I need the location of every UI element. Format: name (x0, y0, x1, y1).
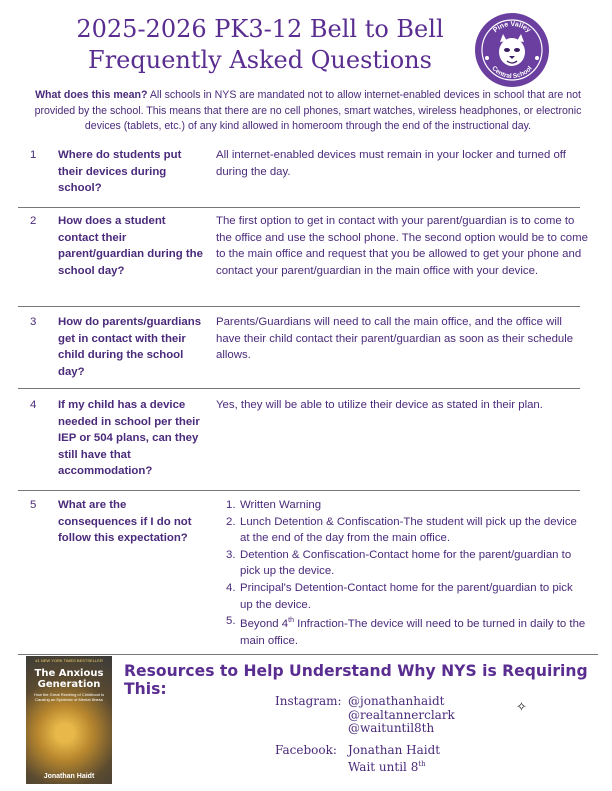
faq-divider (18, 306, 580, 307)
faq-question: How does a student contact their parent/guardian during the school day? (58, 215, 203, 277)
page-title-line2: Frequently Asked Questions (88, 46, 432, 74)
school-logo (474, 12, 550, 88)
consequence-text: Written Warning (240, 499, 322, 511)
consequence-text: Principal's Detention-Contact home for the parent/guardian to pick up the device. (240, 581, 573, 611)
consequence-text: Detention & Confiscation-Contact home for the parent/guardian to pick up the device. (240, 548, 572, 578)
facebook-page[interactable]: Jonathan Haidt (348, 743, 441, 757)
faq-answer: Yes, they will be able to utilize their device as stated in their plan. (216, 399, 543, 411)
resources-heading: Resources to Help Understand Why NYS is Requiring This: (124, 662, 588, 698)
consequence-item (226, 580, 586, 613)
book-banner: #1 NEW YORK TIMES BESTSELLER (35, 658, 103, 663)
instagram-handle[interactable]: @jonathanhaidt (348, 694, 445, 708)
logo-text-top: Pine Valley (492, 20, 532, 35)
consequence-item (226, 613, 586, 649)
instagram-handle[interactable]: @realtannerclark (348, 707, 455, 722)
instagram-handle[interactable]: @waituntil8th (348, 721, 435, 735)
ordinal-suffix: th (418, 759, 426, 768)
consequence-text: Beyond 4 (240, 617, 289, 630)
faq-divider (18, 207, 580, 208)
faq-answer: All internet-enabled devices must remain in your locker and turned off during the day. (216, 149, 566, 178)
book-author: Jonathan Haidt (43, 773, 95, 780)
facebook-page-text: Wait until 8 (348, 759, 419, 774)
book-title: The Anxious Generation (34, 668, 104, 690)
intro-body: All schools in NYS are mandated not to allow internet-enabled devices in school that are not provided by the school. This means that there are no cell phones, smart watches, wireless headphones, or electronic devices (tablets, etc.) of any kind allowed in homeroom through the end of the instructional day. (34, 89, 582, 133)
consequence-number: 1. (226, 499, 236, 511)
consequence-text: Lunch Detention & Confiscation-The student will pick up the device at the end of the day from the main office. (240, 515, 577, 545)
resources-divider (18, 654, 598, 655)
book-cover-image (26, 656, 112, 784)
faq-divider (18, 388, 580, 389)
facebook-page[interactable] (348, 758, 440, 775)
ordinal-suffix: th (288, 617, 294, 625)
consequence-item (226, 547, 586, 580)
intro-lead: What does this mean? (35, 89, 148, 101)
faq-number: 3 (30, 316, 37, 328)
facebook-pages (348, 744, 440, 774)
intro-paragraph (28, 88, 588, 135)
instagram-handles (348, 695, 455, 736)
faq-question: How do parents/guardians get in contact with their child during the school day? (58, 316, 202, 378)
faq-question: If my child has a device needed in school per their IEP or 504 plans, can they still have that accommodation? (58, 399, 200, 478)
consequence-text: Infraction-The device will need to be turned in daily to the main office. (240, 617, 586, 647)
consequence-number: 5. (226, 615, 236, 628)
book-subtitle: How the Great Rewiring of Childhood Is Causing an Epidemic of Mental Illness (33, 692, 105, 702)
page-title-line1: 2025-2026 PK3-12 Bell to Bell (76, 15, 444, 43)
faq-number: 4 (30, 399, 37, 411)
faq-number: 5 (30, 499, 37, 511)
consequence-item (226, 497, 586, 514)
faq-number: 1 (30, 149, 37, 161)
consequence-number: 3. (226, 548, 236, 561)
consequences-list (226, 497, 586, 649)
faq-question: What are the consequences if I do not follow this expectation? (58, 499, 192, 545)
consequence-number: 2. (226, 515, 236, 528)
faq-number: 2 (30, 215, 37, 227)
logo-text-bottom: Central School (490, 64, 534, 81)
instagram-label: Instagram: (275, 694, 342, 708)
consequence-number: 4. (226, 581, 236, 594)
faq-divider (18, 490, 580, 491)
faq-answer: Parents/Guardians will need to call the main office, and the office will have their child contact their parent/guardian as soon as their schedule allows. (216, 316, 574, 362)
sparkle-icon: ✧ (516, 699, 527, 714)
faq-answer: The first option to get in contact with your parent/guardian is to come to the office and use the school phone. The second option would be to come to the main office and request that you be allowed to get your phone and contact your parent/guardian in the main office with your device. (216, 215, 588, 277)
consequence-item (226, 514, 586, 547)
facebook-label: Facebook: (275, 743, 337, 757)
faq-question: Where do students put their devices during school? (58, 149, 182, 195)
